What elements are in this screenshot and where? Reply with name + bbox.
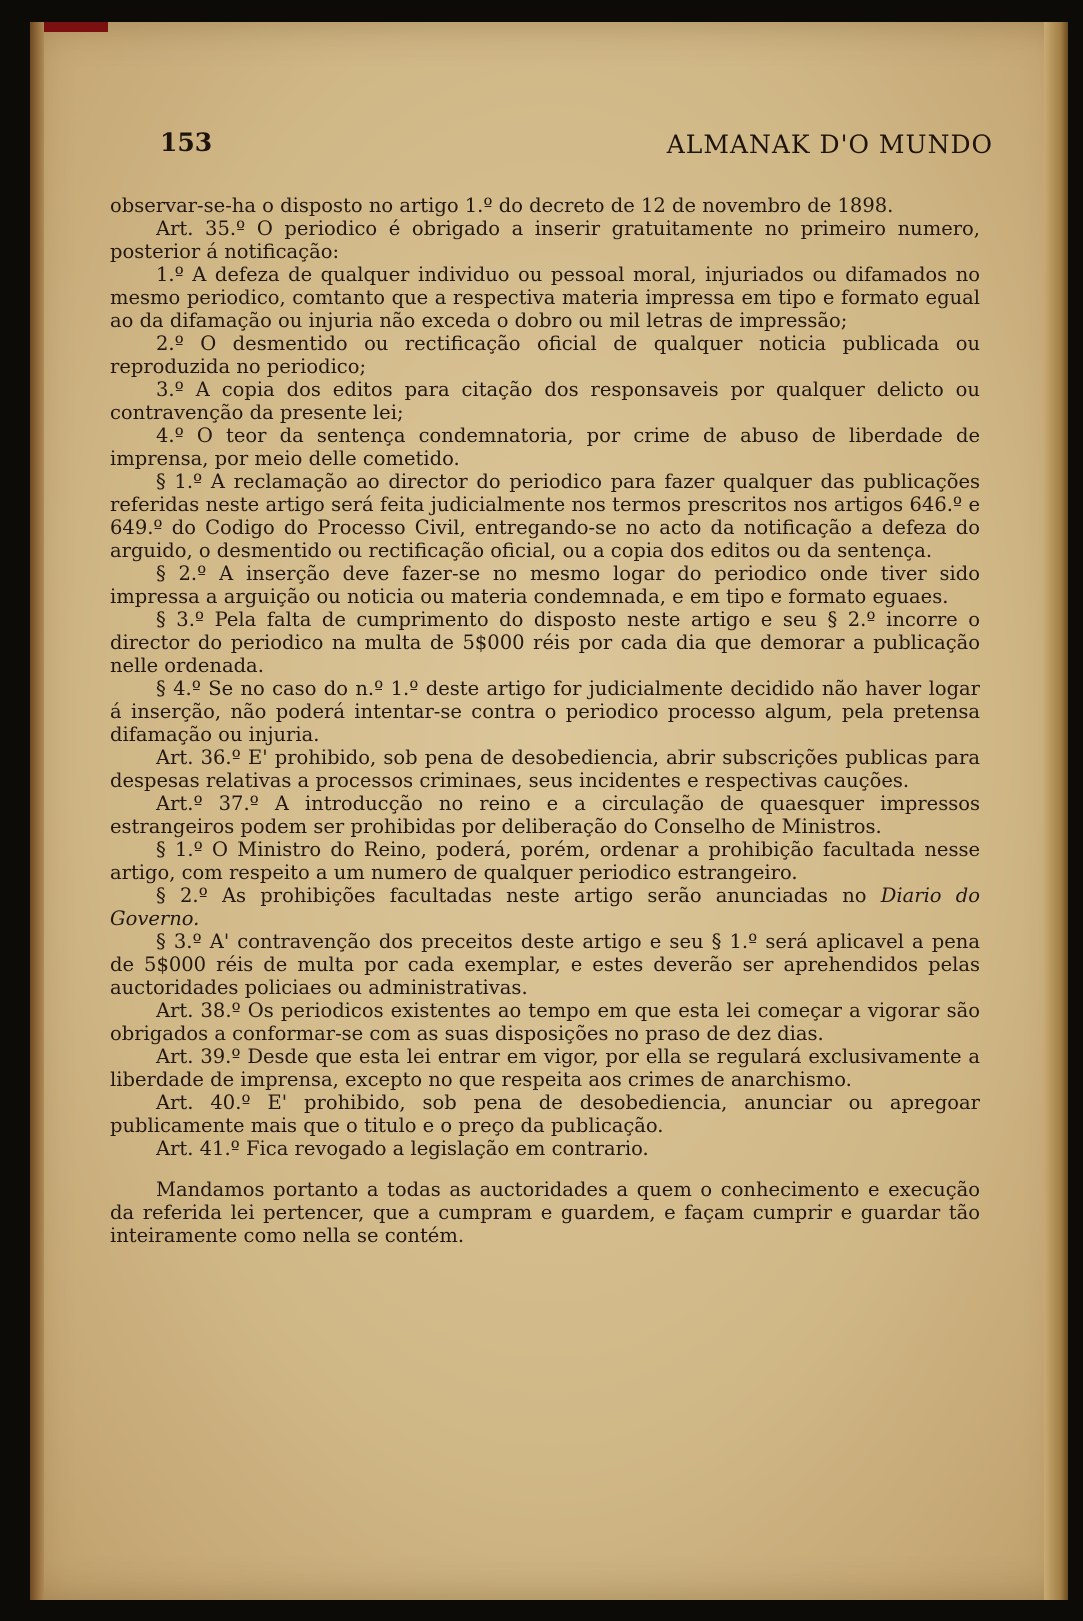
diario-do-governo-title: Diario do Governo.: [110, 884, 980, 930]
paragraph: Art.º 37.º A introducção no reino e a circulação de quaesquer impressos estrangeiros podem ser prohibidas por deliberação do Conselho de Ministros.: [110, 792, 980, 838]
paragraph: Art. 35.º O periodico é obrigado a inserir gratuitamente no primeiro numero, posterior á notificação:: [110, 217, 980, 263]
body-text: [110, 194, 980, 1247]
paragraph: Art. 40.º E' prohibido, sob pena de desobediencia, anunciar ou apregoar publicamente mais que o titulo e o preço da publicação.: [110, 1091, 980, 1137]
page-outer-edge: [1044, 22, 1068, 1600]
paragraph: § 1.º O Ministro do Reino, poderá, porém, ordenar a prohibição facultada nesse artigo, com respeito a um numero de qualquer periodico estrangeiro.: [110, 838, 980, 884]
page-binding-edge: [30, 22, 44, 1600]
paragraph: [110, 884, 980, 930]
paragraph: 4.º O teor da sentença condemnatoria, por crime de abuso de liberdade de imprensa, por meio delle cometido.: [110, 424, 980, 470]
paragraph-text: § 2.º As prohibições facultadas neste artigo serão anunciadas no: [156, 884, 881, 907]
paragraph: Art. 36.º E' prohibido, sob pena de desobediencia, abrir subscrições publicas para despesas relativas a processos criminaes, seus incidentes e respectivas cauções.: [110, 746, 980, 792]
paragraph: 2.º O desmentido ou rectificação oficial de qualquer noticia publicada ou reproduzida no periodico;: [110, 332, 980, 378]
paragraph: Art. 38.º Os periodicos existentes ao tempo em que esta lei começar a vigorar são obrigados a conformar-se com as suas disposições no praso de dez dias.: [110, 999, 980, 1045]
paragraph: § 3.º Pela falta de cumprimento do disposto neste artigo e seu § 2.º incorre o director do periodico na multa de 5$000 réis por cada dia que demorar a publicação nelle ordenada.: [110, 608, 980, 677]
paragraph: § 4.º Se no caso do n.º 1.º deste artigo for judicialmente decidido não haver logar á inserção, não poderá intentar-se contra o periodico processo algum, pela pretensa difamação ou injuria.: [110, 677, 980, 746]
page-number: 153: [160, 128, 213, 157]
paragraph: Art. 41.º Fica revogado a legislação em contrario.: [156, 1137, 649, 1160]
page-header: [160, 128, 993, 168]
paragraph: § 2.º A inserção deve fazer-se no mesmo logar do periodico onde tiver sido impressa a arguição ou noticia ou materia condemnada, e em tipo e formato eguaes.: [110, 562, 980, 608]
paragraph: 3.º A copia dos editos para citação dos responsaveis por qualquer delicto ou contravenção da presente lei;: [110, 378, 980, 424]
running-title: ALMANAK D'O MUNDO: [666, 130, 993, 159]
paragraph: observar-se-ha o disposto no artigo 1.º do decreto de 12 de novembro de 1898.: [110, 194, 894, 217]
paragraph: 1.º A defeza de qualquer individuo ou pessoal moral, injuriados ou difamados no mesmo periodico, comtanto que a respectiva materia impressa em tipo e formato egual ao da difamação ou injuria não exceda o dobro ou mil letras de impressão;: [110, 263, 980, 332]
paragraph: Art. 39.º Desde que esta lei entrar em vigor, por ella se regulará exclusivamente a liberdade de imprensa, excepto no que respeita aos crimes de anarchismo.: [110, 1045, 980, 1091]
paragraph: § 3.º A' contravenção dos preceitos deste artigo e seu § 1.º será aplicavel a pena de 5$000 réis de multa por cada exemplar, e estes deverão ser aprehendidos pelas auctoridades policiaes ou administrativas.: [110, 930, 980, 999]
closing-paragraph: Mandamos portanto a todas as auctoridades a quem o conhecimento e execução da referida lei pertencer, que a cumpram e guardem, e façam cumprir e guardar tão inteiramente como nella se contém.: [110, 1178, 980, 1247]
paragraph: § 1.º A reclamação ao director do periodico para fazer qualquer das publicações referidas neste artigo será feita judicialmente nos termos prescritos nos artigos 646.º e 649.º do Codigo do Processo Civil, entregando-se no acto da notificação a defeza do arguido, o desmentido ou rectificação oficial, ou a copia dos editos ou da sentença.: [110, 470, 980, 562]
